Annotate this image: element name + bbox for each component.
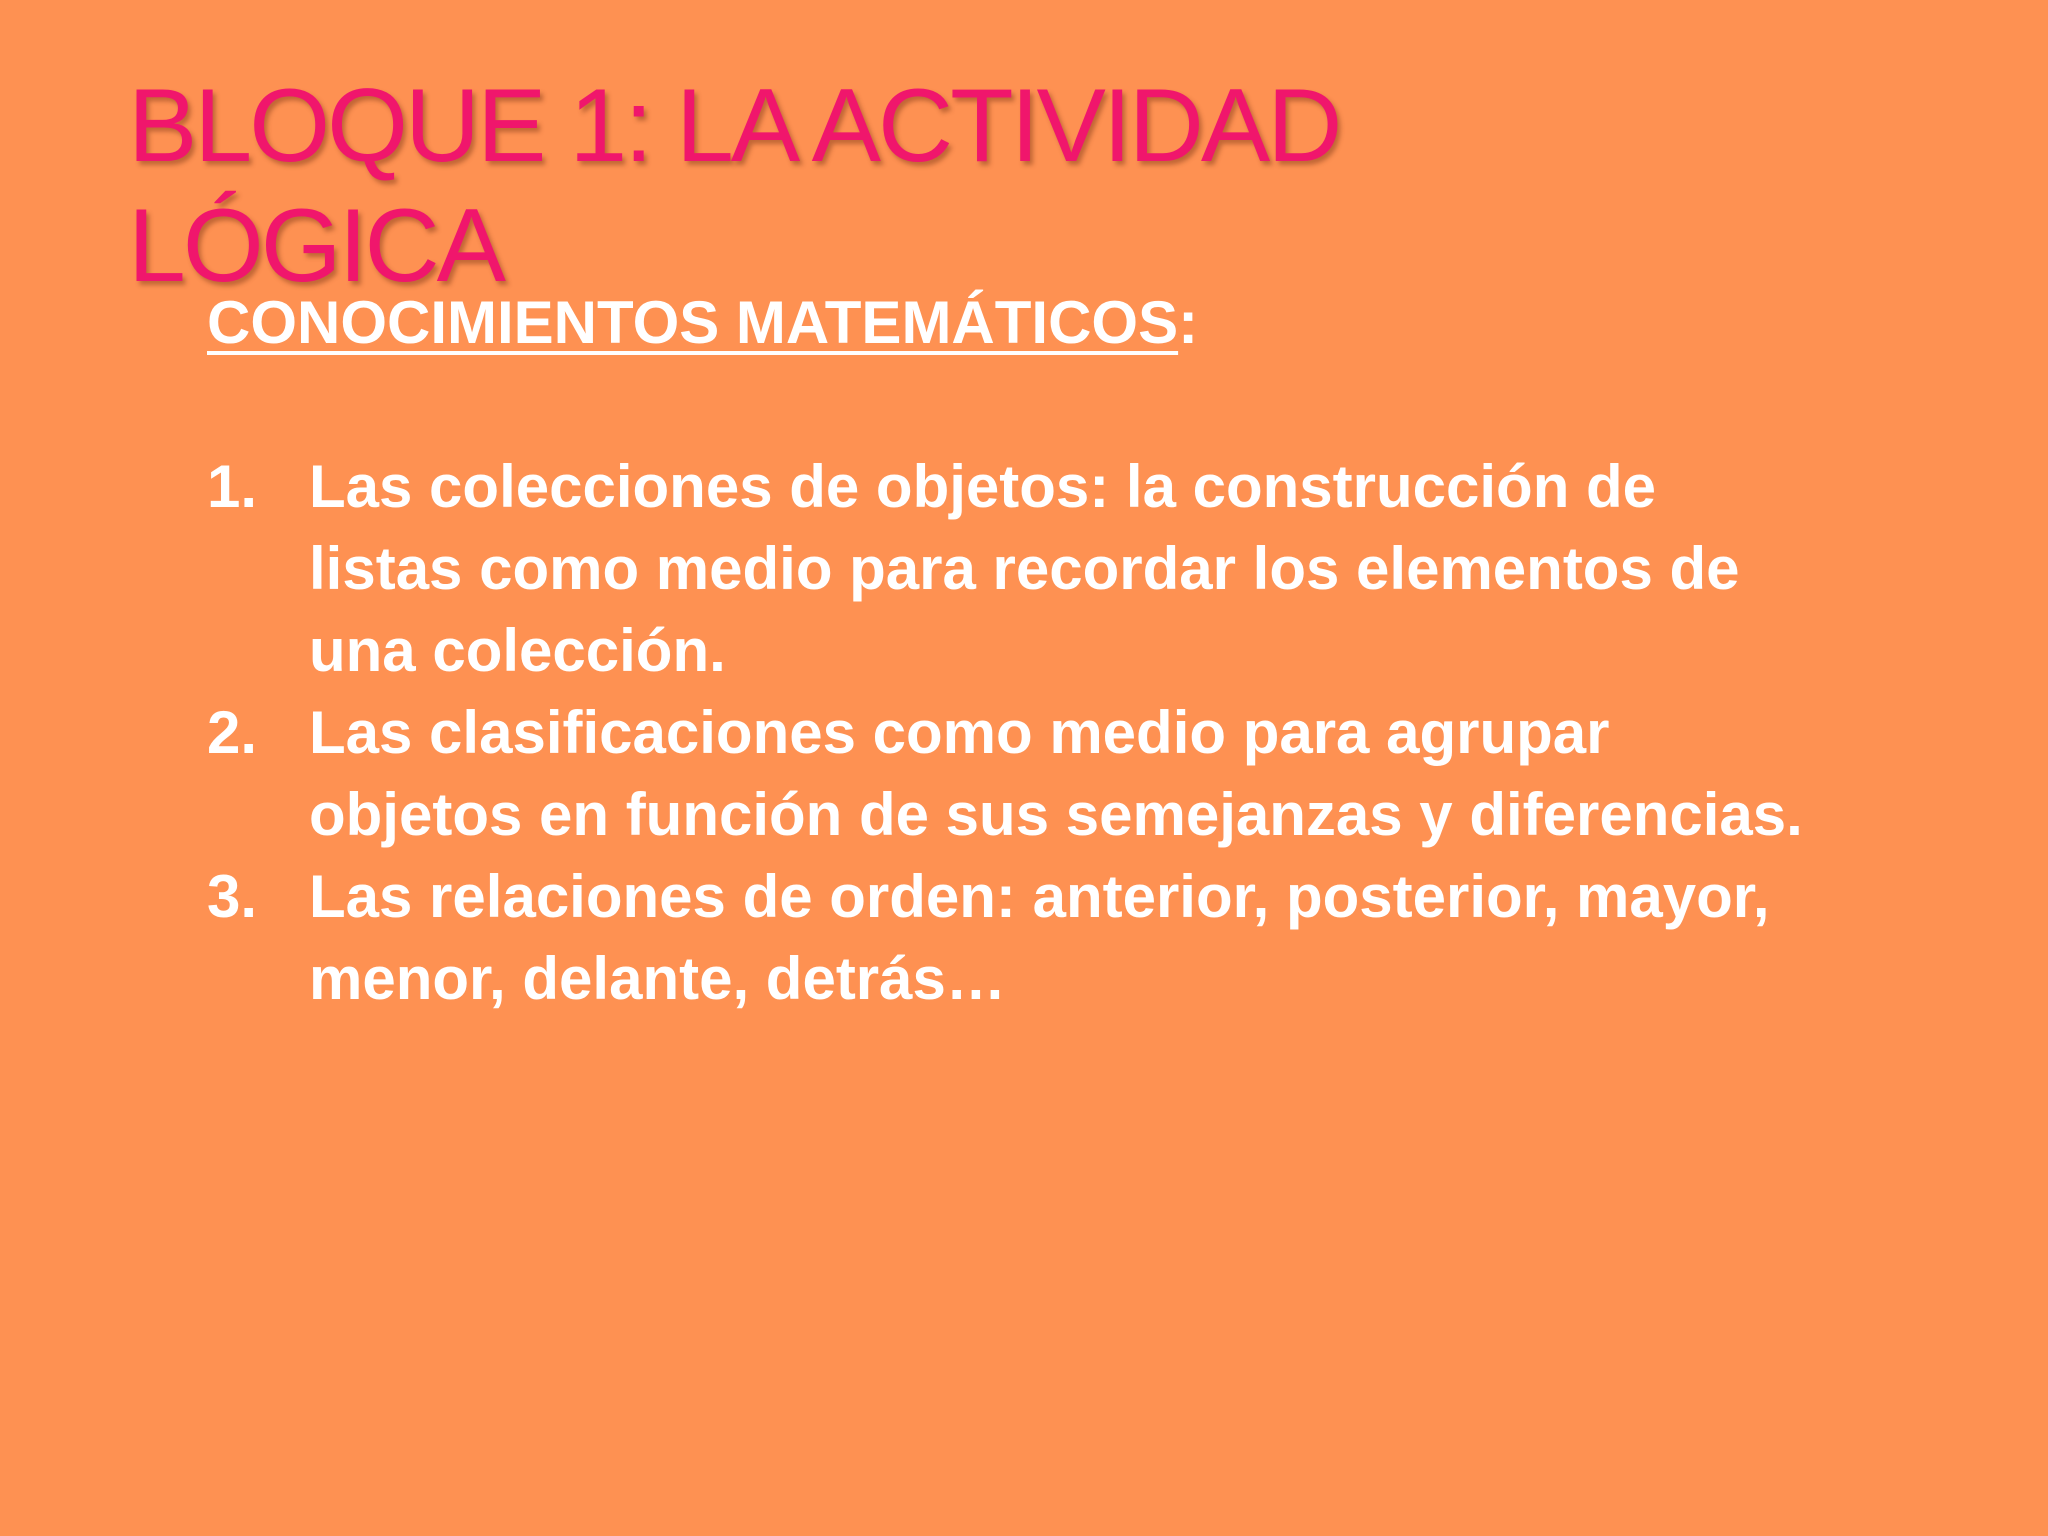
list-item [207,446,1807,692]
list-item [207,856,1807,1020]
list-item-number: 3. [207,863,258,930]
list-item-number: 1. [207,453,258,520]
list-item-text: Las relaciones de orden: anterior, posterior, mayor, menor, delante, detrás… [309,863,1770,1012]
slide-body [207,282,1807,1020]
slide-title-line-1: BLOQUE 1: LA ACTIVIDAD [128,68,1340,184]
slide-title [128,66,1628,306]
section-heading-colon: : [1178,289,1199,356]
slide-title-line-2: LÓGICA [128,188,503,304]
list-item-number: 2. [207,699,258,766]
list-item-text: Las colecciones de objetos: la construcción de listas como medio para recordar los elementos de una colección. [309,453,1740,684]
section-heading [207,282,1807,364]
section-heading-text: CONOCIMIENTOS MATEMÁTICOS [207,289,1179,356]
list-item [207,692,1807,856]
list-item-text: Las clasificaciones como medio para agrupar objetos en función de sus semejanzas y diferencias. [309,699,1803,848]
numbered-list [207,446,1807,1020]
